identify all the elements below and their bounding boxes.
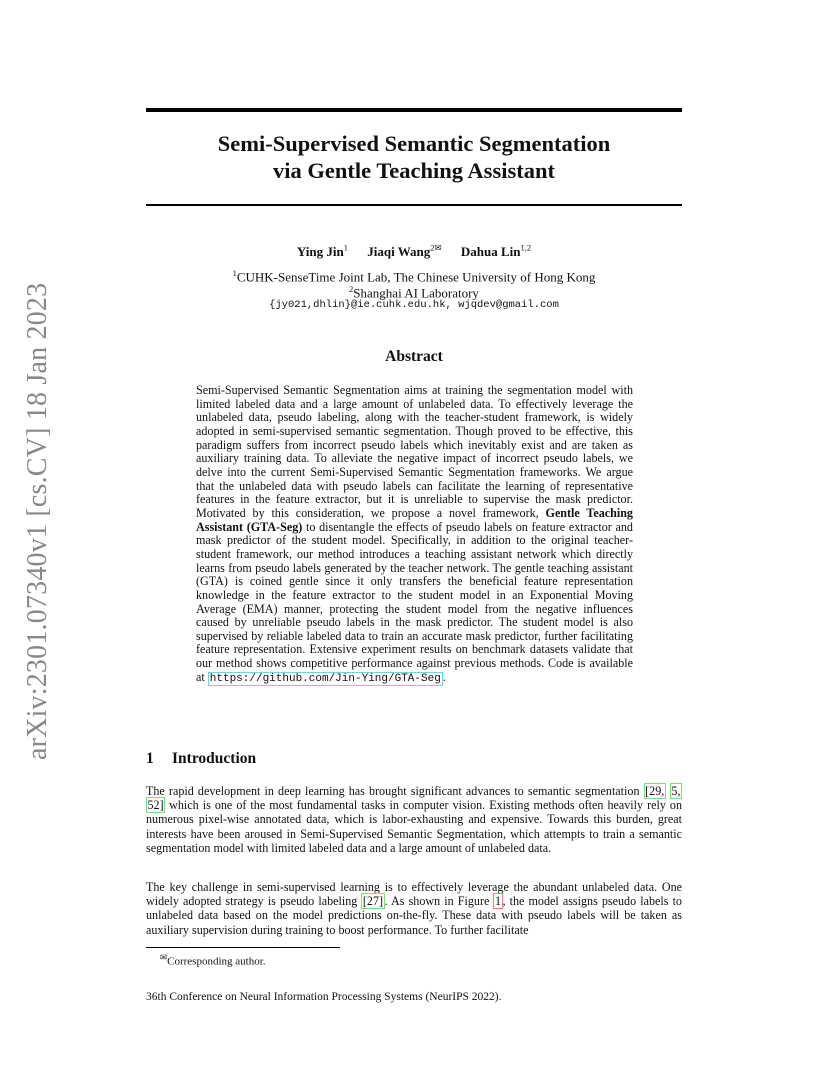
citation-link[interactable]: [27]: [362, 894, 384, 909]
affiliation-1: $^1$CUHK-SenseTime Joint Lab, The Chinese University of Hong Kong: [232, 268, 596, 285]
author-3: Dahua Lin$^{1,2}$: [460, 243, 532, 260]
method-name: Gentle Teaching Assistant (GTA-Seg): [196, 505, 633, 534]
author-2: Jiaqi Wang$^{2✉}$: [367, 243, 442, 260]
paper-title: [146, 130, 682, 184]
author-1: Ying Jin$^1$: [296, 243, 348, 260]
section-heading-introduction: 1 Introduction: [146, 750, 257, 767]
conference-note: 36th Conference on Neural Information Processing Systems (NeurIPS 2022).: [146, 991, 502, 1003]
author-list: [146, 240, 682, 260]
figure-reference-link[interactable]: 1: [494, 894, 501, 909]
envelope-icon: ✉: [160, 952, 168, 962]
intro-paragraph-1: The rapid development in deep learning has brought significant advances to semantic segmentation [29, 5, 52] which is one of the most fundamental tasks in computer vision. Existing methods often heavily rely on numerous pixel-wise annotated data, which is labor-exhausting and expensive. Towards this burden, great interests have been aroused in Semi-Supervised Semantic Segmentation, which attempts to train a semantic segmentation model with limited labeled data and a large amount of unlabeled data.: [146, 784, 682, 855]
title-line-1: Semi-Supervised Semantic Segmentation: [217, 131, 611, 156]
abstract-heading: Abstract: [385, 348, 443, 365]
title-line-2: via Gentle Teaching Assistant: [273, 158, 555, 183]
intro-paragraph-2: The key challenge in semi-supervised learning is to effectively leverage the abundant unlabeled data. One widely adopted strategy is pseudo labeling [27] . As shown in Figure 1 , the model assigns pseudo labels to unlabeled data based on the model predictions on-the-fly. These data with pseudo labels will be taken as auxiliary supervision during training to boost performance. To further facilitate: [146, 880, 682, 937]
title-top-rule: [146, 108, 682, 112]
footnote: ✉Corresponding author.: [160, 952, 266, 968]
footnote-rule: [146, 947, 340, 948]
affiliation-2: $^2$Shanghai AI Laboratory: [349, 284, 479, 301]
citation-link[interactable]: [29,: [645, 784, 665, 798]
arxiv-identifier: arXiv:2301.07340v1 [cs.CV] 18 Jan 2023: [22, 282, 53, 760]
citation-link[interactable]: 52]: [147, 798, 164, 813]
title-bottom-rule: [146, 204, 682, 206]
citation-link[interactable]: 5,: [671, 784, 681, 798]
author-emails: {jy021,dhlin}@ie.cuhk.edu.hk, wjqdev@gmail.com: [269, 299, 559, 311]
abstract-body: Semi-Supervised Semantic Segmentation aims at training the segmentation model with limited labeled data and a large amount of unlabeled data. To effectively leverage the unlabeled data, pseudo labeling, along with the teacher-student framework, is widely adopted in semi-supervised semantic segmentation. Though proved to be effective, this paradigm suffers from incorrect pseudo labels which inevitably exist and are taken as auxiliary training data. To alleviate the negative impact of incorrect pseudo labels, we delve into the current Semi-Supervised Semantic Segmentation frameworks. We argue that the unlabeled data with pseudo labels can facilitate the learning of representative features in the feature extractor, but it is unreliable to supervise the mask predictor. Motivated by this consideration, we propose a novel framework, Gentle Teaching Assistant (GTA-Seg) to disentangle the effects of pseudo labels on feature extractor and mask predictor of the student model. Specifically, in addition to the original teacher-student framework, our method introduces a teaching assistant network which directly learns from pseudo labels generated by the teacher network. The gentle teaching assistant (GTA) is coined gentle since it only transfers the beneficial feature representation knowledge in the feature extractor to the student model in an Exponential Moving Average (EMA) manner, protecting the student model from the negative influences caused by unreliable pseudo labels in the mask predictor. The student model is also supervised by reliable labeled data to train an accurate mask predictor, further facilitating feature representation. Extensive experiment results on benchmark datasets validate that our method shows competitive performance against previous methods. Code is available at https://github.com/Jin-Ying/GTA-Seg .: [196, 383, 633, 685]
code-url-link[interactable]: https://github.com/Jin-Ying/GTA-Seg: [209, 672, 441, 685]
